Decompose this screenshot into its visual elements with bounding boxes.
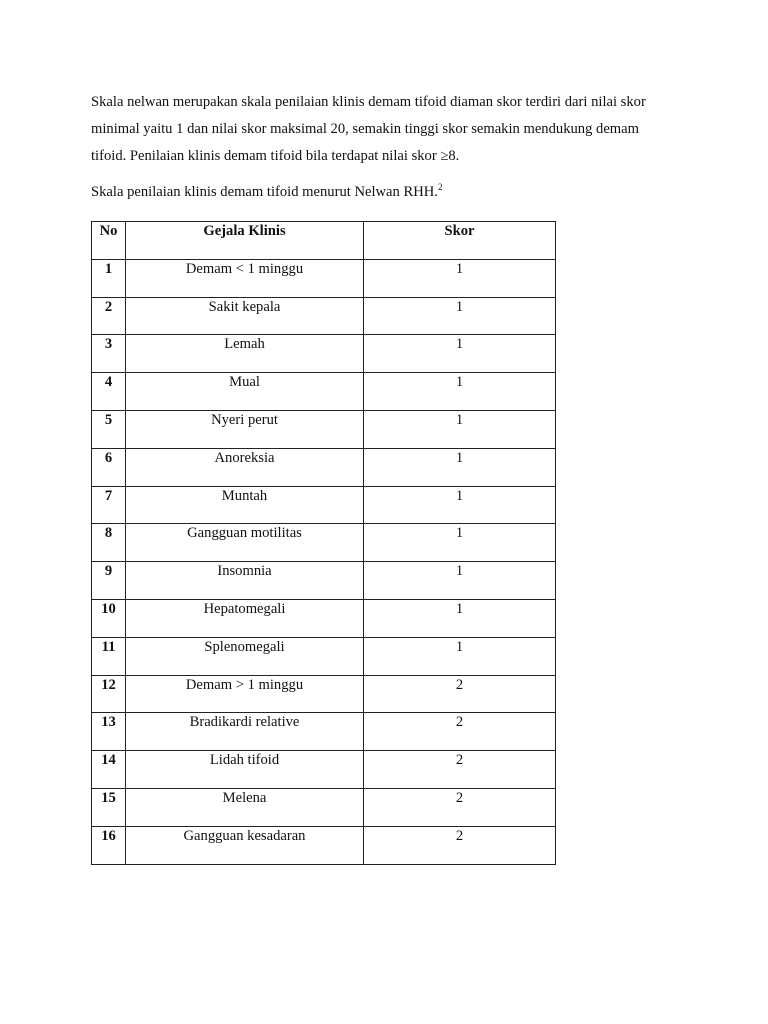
- symptom-cell: Insomnia: [126, 562, 364, 600]
- score-cell: 1: [364, 373, 556, 411]
- caption-text: Skala penilaian klinis demam tifoid menurut Nelwan RHH.: [91, 184, 438, 200]
- table-row: [92, 599, 556, 637]
- symptom-cell: Demam < 1 minggu: [126, 259, 364, 297]
- table-row: [92, 297, 556, 335]
- table-row: [92, 410, 556, 448]
- table-row: [92, 373, 556, 411]
- row-number-cell: 11: [92, 637, 126, 675]
- table-row: [92, 335, 556, 373]
- score-table: [91, 221, 556, 865]
- table-row: [92, 788, 556, 826]
- table-row: [92, 713, 556, 751]
- score-cell: 1: [364, 448, 556, 486]
- row-number-cell: 9: [92, 562, 126, 600]
- row-number-cell: 15: [92, 788, 126, 826]
- symptom-cell: Mual: [126, 373, 364, 411]
- table-row: [92, 826, 556, 864]
- intro-line: Skala nelwan merupakan skala penilaian klinis demam tifoid diaman skor terdiri dari nilai skor: [91, 94, 646, 110]
- score-cell: 2: [364, 675, 556, 713]
- symptom-cell: Nyeri perut: [126, 410, 364, 448]
- row-number-cell: 8: [92, 524, 126, 562]
- symptom-cell: Gangguan motilitas: [126, 524, 364, 562]
- symptom-cell: Anoreksia: [126, 448, 364, 486]
- score-cell: 2: [364, 713, 556, 751]
- intro-paragraph: [91, 89, 681, 170]
- row-number-cell: 4: [92, 373, 126, 411]
- row-number-cell: 16: [92, 826, 126, 864]
- table-row: [92, 675, 556, 713]
- symptom-cell: Bradikardi relative: [126, 713, 364, 751]
- symptom-cell: Sakit kepala: [126, 297, 364, 335]
- row-number-cell: 14: [92, 751, 126, 789]
- table-row: [92, 562, 556, 600]
- intro-line: tifoid. Penilaian klinis demam tifoid bila terdapat nilai skor ≥8.: [91, 148, 460, 164]
- symptom-cell: Gangguan kesadaran: [126, 826, 364, 864]
- table-header-row: [92, 222, 556, 260]
- table-row: [92, 448, 556, 486]
- row-number-cell: 5: [92, 410, 126, 448]
- symptom-cell: Muntah: [126, 486, 364, 524]
- score-cell: 2: [364, 826, 556, 864]
- row-number-cell: 3: [92, 335, 126, 373]
- row-number-cell: 7: [92, 486, 126, 524]
- table-row: [92, 751, 556, 789]
- score-cell: 1: [364, 297, 556, 335]
- symptom-cell: Hepatomegali: [126, 599, 364, 637]
- symptom-cell: Demam > 1 minggu: [126, 675, 364, 713]
- table-row: [92, 637, 556, 675]
- row-number-cell: 10: [92, 599, 126, 637]
- row-number-cell: 13: [92, 713, 126, 751]
- table-caption: [91, 179, 681, 206]
- caption-reference: 2: [437, 182, 443, 193]
- symptom-cell: Lemah: [126, 335, 364, 373]
- table-row: [92, 524, 556, 562]
- row-number-cell: 1: [92, 259, 126, 297]
- score-cell: 1: [364, 599, 556, 637]
- score-cell: 1: [364, 259, 556, 297]
- score-cell: 1: [364, 524, 556, 562]
- score-cell: 1: [364, 486, 556, 524]
- symptom-cell: Melena: [126, 788, 364, 826]
- table-body: [92, 259, 556, 864]
- score-cell: 2: [364, 788, 556, 826]
- header-symptom: Gejala Klinis: [126, 222, 364, 260]
- header-score: Skor: [364, 222, 556, 260]
- intro-line: minimal yaitu 1 dan nilai skor maksimal 20, semakin tinggi skor semakin mendukung demam: [91, 121, 639, 137]
- score-cell: 1: [364, 410, 556, 448]
- score-cell: 2: [364, 751, 556, 789]
- symptom-cell: Splenomegali: [126, 637, 364, 675]
- row-number-cell: 6: [92, 448, 126, 486]
- score-cell: 1: [364, 562, 556, 600]
- row-number-cell: 12: [92, 675, 126, 713]
- table-row: [92, 486, 556, 524]
- symptom-cell: Lidah tifoid: [126, 751, 364, 789]
- score-cell: 1: [364, 637, 556, 675]
- row-number-cell: 2: [92, 297, 126, 335]
- table-row: [92, 259, 556, 297]
- score-cell: 1: [364, 335, 556, 373]
- header-no: No: [92, 222, 126, 260]
